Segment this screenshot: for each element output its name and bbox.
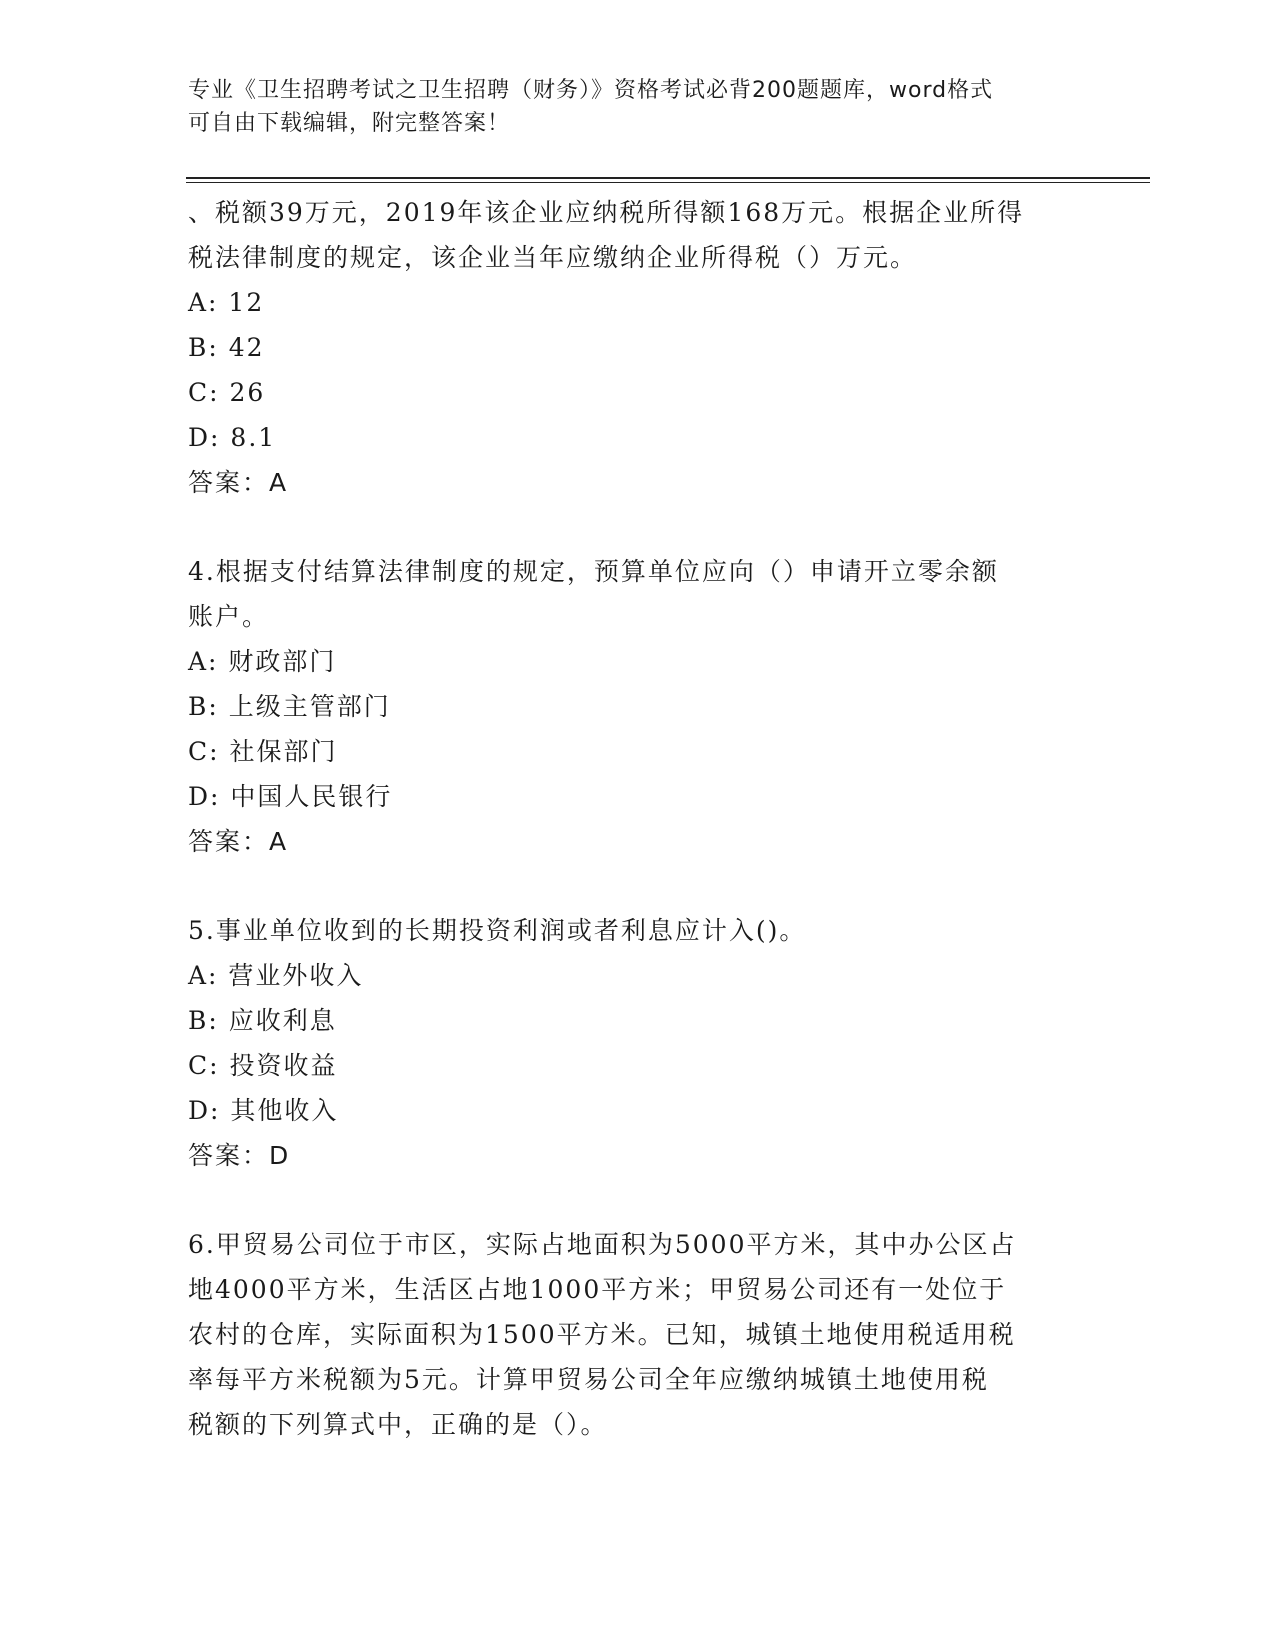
question-6: [188, 1222, 1088, 1447]
answer-label: 答案：D: [188, 1141, 291, 1170]
option-b: B: 应收利息: [188, 1006, 337, 1035]
question-stem-line: 5.事业单位收到的长期投资利润或者利息应计入()。: [188, 916, 807, 945]
option-a: A: 12: [188, 288, 265, 317]
document-header: [188, 74, 1068, 140]
answer-label: 答案：A: [188, 468, 289, 497]
question-spacer: [188, 505, 1088, 549]
option-b: B: 42: [188, 333, 265, 362]
option-d: D: 其他收入: [188, 1096, 339, 1125]
header-divider-thick: [186, 177, 1150, 179]
option-c: C: 社保部门: [188, 737, 338, 766]
question-stem-line: 税法律制度的规定，该企业当年应缴纳企业所得税（）万元。: [188, 243, 918, 272]
option-a: A: 财政部门: [188, 647, 337, 676]
question-stem-line: 税额的下列算式中，正确的是（）。: [188, 1410, 608, 1439]
question-4: [188, 549, 1088, 864]
question-stem-line: 率每平方米税额为5元。计算甲贸易公司全年应缴纳城镇土地使用税: [188, 1365, 989, 1394]
option-b: B: 上级主管部门: [188, 692, 391, 721]
header-divider-thin: [186, 182, 1150, 183]
question-stem-line: 6.甲贸易公司位于市区，实际占地面积为5000平方米，其中办公区占: [188, 1230, 1017, 1259]
header-title-line-1: 专业《卫生招聘考试之卫生招聘（财务）》资格考试必背200题题库，word格式: [188, 78, 994, 103]
question-3: [188, 190, 1088, 505]
question-stem-line: 地4000平方米，生活区占地1000平方米；甲贸易公司还有一处位于: [188, 1275, 1007, 1304]
option-c: C: 投资收益: [188, 1051, 338, 1080]
question-stem-line: 账户。: [188, 602, 270, 631]
option-d: D: 8.1: [188, 423, 277, 452]
question-list: [188, 190, 1088, 1447]
question-stem-line: 农村的仓库，实际面积为1500平方米。已知，城镇土地使用税适用税: [188, 1320, 1016, 1349]
answer-label: 答案：A: [188, 827, 289, 856]
question-spacer: [188, 864, 1088, 908]
question-spacer: [188, 1178, 1088, 1222]
header-title-line-2: 可自由下载编辑，附完整答案！: [188, 111, 511, 136]
question-stem-line: 、税额39万元，2019年该企业应纳税所得额168万元。根据企业所得: [188, 198, 1025, 227]
option-a: A: 营业外收入: [188, 961, 364, 990]
question-5: [188, 908, 1088, 1178]
option-c: C: 26: [188, 378, 266, 407]
option-d: D: 中国人民银行: [188, 782, 393, 811]
question-stem-line: 4.根据支付结算法律制度的规定，预算单位应向（）申请开立零余额: [188, 557, 999, 586]
